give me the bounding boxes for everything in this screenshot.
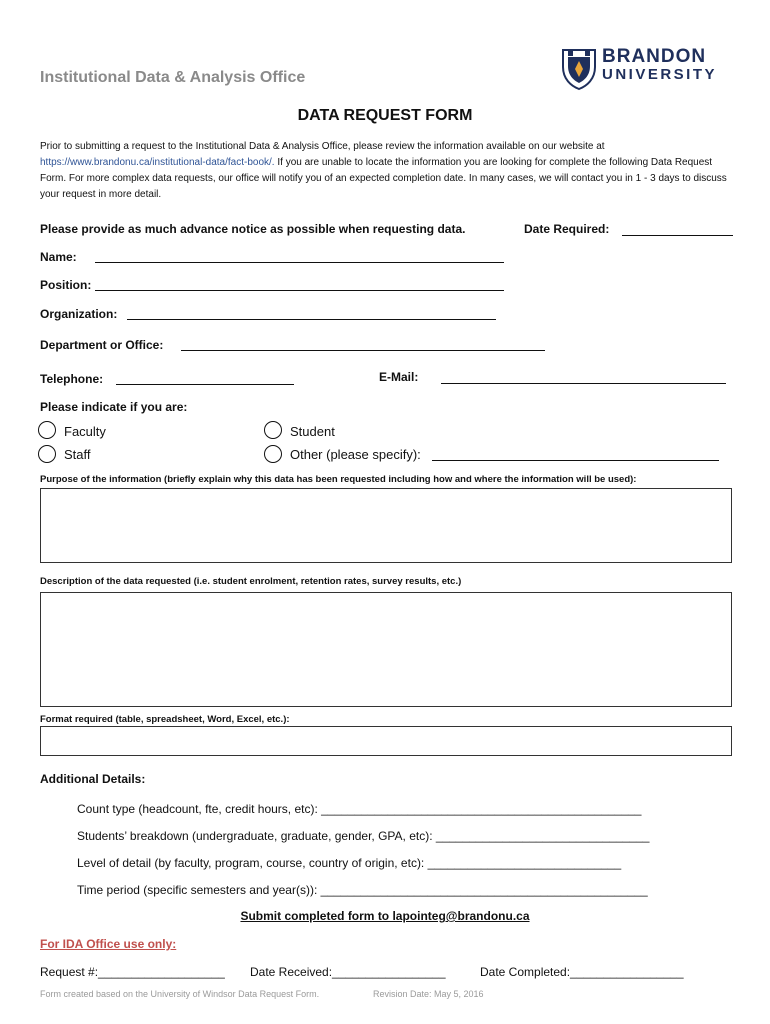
format-label: Format required (table, spreadsheet, Word, Excel, etc.):: [40, 714, 290, 725]
level-of-detail-field[interactable]: Level of detail (by faculty, program, course, country of origin, etc): _____________________________: [77, 856, 622, 870]
name-label: Name:: [40, 250, 77, 264]
name-field[interactable]: [95, 262, 504, 263]
additional-details-heading: Additional Details:: [40, 772, 146, 786]
time-period-field[interactable]: Time period (specific semesters and year(s)): _________________________________________________: [77, 883, 648, 897]
form-title: DATA REQUEST FORM: [297, 107, 473, 124]
brand-logo: [602, 48, 717, 84]
description-label: Description of the data requested (i.e. student enrolment, retention rates, survey results, etc.): [40, 576, 462, 587]
staff-radio[interactable]: [38, 445, 56, 463]
staff-label: Staff: [64, 447, 91, 462]
website-link[interactable]: https://www.brandonu.ca/institutional-data/fact-book/.: [40, 157, 275, 168]
email-label: E-Mail:: [379, 370, 419, 384]
footer-credit: Form created based on the University of Windsor Data Request Form.: [40, 989, 320, 999]
intro-text-1: Prior to submitting a request to the Institutional Data & Analysis Office, please review the information available on our website at: [40, 141, 605, 152]
format-input[interactable]: [40, 726, 732, 756]
logo-line1: BRANDON: [602, 46, 707, 67]
count-type-field[interactable]: Count type (headcount, fte, credit hours, etc): ________________________________________________: [77, 802, 642, 816]
student-radio[interactable]: [264, 421, 282, 439]
student-label: Student: [290, 424, 335, 439]
submit-instruction: Submit completed form to lapointeg@brandonu.ca: [240, 909, 530, 923]
footer-revision: Revision Date: May 5, 2016: [373, 989, 484, 999]
date-completed-field[interactable]: Date Completed:_________________: [480, 965, 684, 979]
date-required-label: Date Required:: [524, 222, 610, 236]
date-required-field[interactable]: [622, 235, 733, 236]
organization-field[interactable]: [127, 319, 496, 320]
date-received-field[interactable]: Date Received:_________________: [250, 965, 446, 979]
other-specify-field[interactable]: [432, 460, 719, 461]
intro-text-2: If you are unable to locate the information you are looking for complete the following Data Request Form. For more complex data requests, our office will notify you of an expected completion date. In many cases, we will contact you in 1 - 3 days to discuss your request in more detail.: [40, 157, 727, 200]
email-field[interactable]: [441, 383, 726, 384]
other-label: Other (please specify):: [290, 447, 421, 462]
students-breakdown-field[interactable]: Students’ breakdown (undergraduate, graduate, gender, GPA, etc): ________________________________: [77, 829, 650, 843]
organization-label: Organization:: [40, 307, 118, 321]
office-use-heading: For IDA Office use only:: [40, 937, 177, 951]
telephone-field[interactable]: [116, 384, 294, 385]
purpose-label: Purpose of the information (briefly explain why this data has been requested including how and where the information will be used):: [40, 474, 637, 485]
role-question: Please indicate if you are:: [40, 400, 188, 414]
description-textarea[interactable]: [40, 592, 732, 707]
faculty-radio[interactable]: [38, 421, 56, 439]
department-label: Department or Office:: [40, 338, 164, 352]
faculty-label: Faculty: [64, 424, 106, 439]
advance-notice-label: Please provide as much advance notice as possible when requesting data.: [40, 222, 466, 236]
department-field[interactable]: [181, 350, 545, 351]
logo-line2: UNIVERSITY: [602, 66, 718, 83]
telephone-label: Telephone:: [40, 372, 104, 386]
brandon-crest-icon: [560, 47, 598, 91]
office-name: Institutional Data & Analysis Office: [40, 69, 306, 86]
intro-paragraph: [40, 139, 730, 203]
purpose-textarea[interactable]: [40, 488, 732, 563]
position-field[interactable]: [95, 290, 504, 291]
request-number-field[interactable]: Request #:___________________: [40, 965, 225, 979]
other-radio[interactable]: [264, 445, 282, 463]
position-label: Position:: [40, 278, 92, 292]
